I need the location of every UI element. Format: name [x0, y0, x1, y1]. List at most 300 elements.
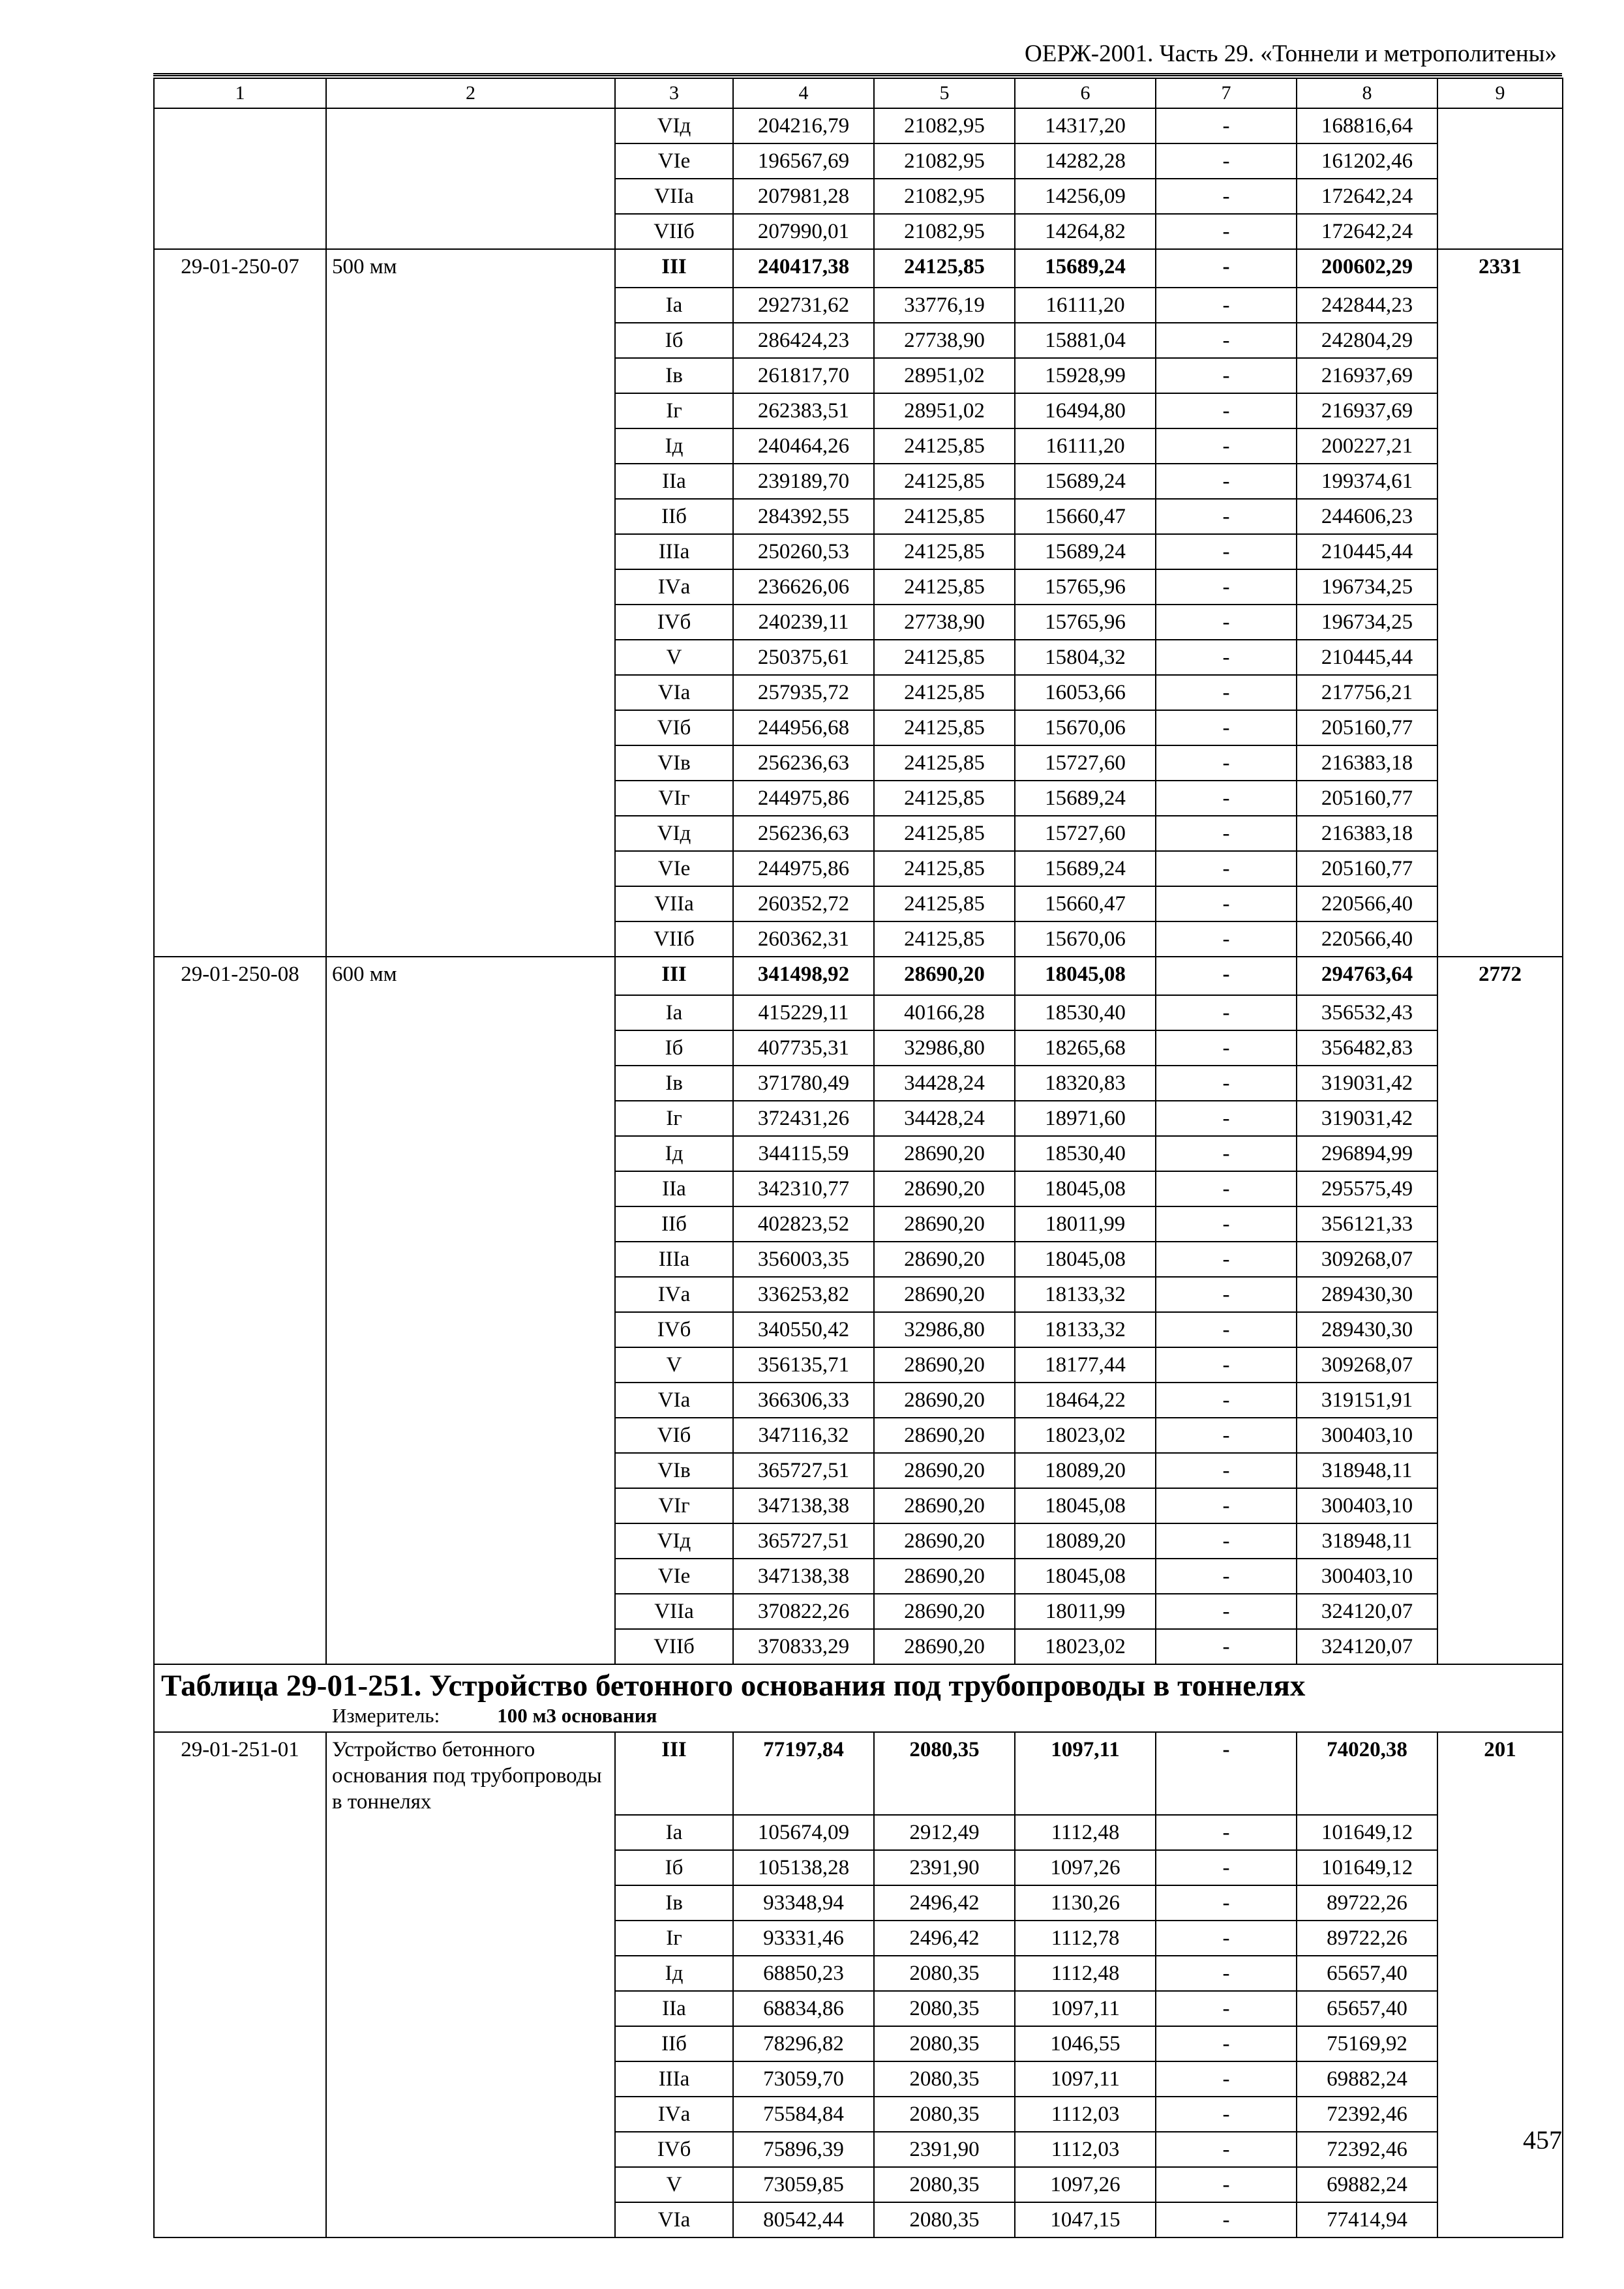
- col9-cell: [1437, 428, 1563, 464]
- table-row: [154, 1383, 1563, 1418]
- value-cell: 69882,24: [1297, 2167, 1437, 2202]
- value-cell: 32986,80: [874, 1030, 1015, 1066]
- value-cell: 14264,82: [1015, 214, 1156, 249]
- zone-cell: IIа: [615, 464, 733, 499]
- col9-cell: [1437, 1277, 1563, 1312]
- value-cell: 24125,85: [874, 816, 1015, 851]
- zone-cell: VIа: [615, 2202, 733, 2237]
- col9-cell: [1437, 781, 1563, 816]
- value-cell: 18177,44: [1015, 1347, 1156, 1383]
- value-cell: 300403,10: [1297, 1559, 1437, 1594]
- table-row: [154, 957, 1563, 995]
- col9-cell: [1437, 1991, 1563, 2026]
- column-number: 7: [1156, 78, 1297, 108]
- table-row: [154, 1594, 1563, 1629]
- value-cell: 2080,35: [874, 2097, 1015, 2132]
- value-cell: -: [1156, 1030, 1297, 1066]
- value-cell: 1112,03: [1015, 2132, 1156, 2167]
- zone-cell: VIв: [615, 745, 733, 781]
- code-cell: [154, 108, 326, 143]
- col9-cell: [1437, 1242, 1563, 1277]
- value-cell: -: [1156, 358, 1297, 393]
- value-cell: 261817,70: [733, 358, 874, 393]
- col9-cell: [1437, 1206, 1563, 1242]
- zone-cell: VIб: [615, 710, 733, 745]
- value-cell: 284392,55: [733, 499, 874, 534]
- table-row: [154, 534, 1563, 569]
- value-cell: -: [1156, 886, 1297, 921]
- col9-cell: [1437, 323, 1563, 358]
- col9-cell: [1437, 1885, 1563, 1921]
- table-row: [154, 2167, 1563, 2202]
- name-cell: [326, 1101, 615, 1136]
- value-cell: 296894,99: [1297, 1136, 1437, 1171]
- value-cell: 15670,06: [1015, 921, 1156, 957]
- name-cell: [326, 499, 615, 534]
- col9-cell: [1437, 1030, 1563, 1066]
- zone-cell: Iг: [615, 1101, 733, 1136]
- code-cell: [154, 1030, 326, 1066]
- value-cell: 77414,94: [1297, 2202, 1437, 2237]
- zone-cell: IIIа: [615, 1242, 733, 1277]
- value-cell: 220566,40: [1297, 886, 1437, 921]
- value-cell: -: [1156, 1101, 1297, 1136]
- zone-cell: Iд: [615, 428, 733, 464]
- value-cell: 74020,38: [1297, 1732, 1437, 1815]
- name-cell: [326, 2167, 615, 2202]
- value-cell: 2080,35: [874, 2061, 1015, 2097]
- value-cell: -: [1156, 605, 1297, 640]
- value-cell: 24125,85: [874, 569, 1015, 605]
- value-cell: 28690,20: [874, 1418, 1015, 1453]
- col9-cell: [1437, 1850, 1563, 1885]
- name-cell: [326, 393, 615, 428]
- table-row: [154, 1136, 1563, 1171]
- value-cell: -: [1156, 2132, 1297, 2167]
- value-cell: 28690,20: [874, 1242, 1015, 1277]
- table-title: Таблица 29-01-251. Устройство бетонного основания под трубопроводы в тоннелях: [161, 1669, 1306, 1703]
- table-row: [154, 745, 1563, 781]
- value-cell: 15689,24: [1015, 851, 1156, 886]
- value-cell: 204216,79: [733, 108, 874, 143]
- value-cell: 18089,20: [1015, 1453, 1156, 1488]
- col9-cell: [1437, 143, 1563, 179]
- zone-cell: V: [615, 1347, 733, 1383]
- value-cell: 1097,11: [1015, 1991, 1156, 2026]
- value-cell: -: [1156, 179, 1297, 214]
- code-cell: [154, 745, 326, 781]
- zone-cell: VIIа: [615, 179, 733, 214]
- value-cell: 1097,11: [1015, 1732, 1156, 1815]
- value-cell: -: [1156, 1418, 1297, 1453]
- value-cell: 14317,20: [1015, 108, 1156, 143]
- code-cell: [154, 710, 326, 745]
- value-cell: 292731,62: [733, 288, 874, 323]
- value-cell: 196734,25: [1297, 569, 1437, 605]
- value-cell: 28690,20: [874, 1453, 1015, 1488]
- measure-line: [332, 1703, 657, 1729]
- col9-cell: [1437, 1523, 1563, 1559]
- value-cell: 28690,20: [874, 1277, 1015, 1312]
- value-cell: 24125,85: [874, 464, 1015, 499]
- value-cell: 407735,31: [733, 1030, 874, 1066]
- zone-cell: V: [615, 640, 733, 675]
- value-cell: 18045,08: [1015, 1488, 1156, 1523]
- value-cell: 242804,29: [1297, 323, 1437, 358]
- value-cell: 93348,94: [733, 1885, 874, 1921]
- value-cell: 240464,26: [733, 428, 874, 464]
- value-cell: -: [1156, 1732, 1297, 1815]
- zone-cell: Iв: [615, 1066, 733, 1101]
- table-row: [154, 816, 1563, 851]
- code-cell: [154, 995, 326, 1030]
- value-cell: -: [1156, 921, 1297, 957]
- table-row: [154, 1732, 1563, 1815]
- value-cell: 286424,23: [733, 323, 874, 358]
- col9-cell: [1437, 2061, 1563, 2097]
- value-cell: 336253,82: [733, 1277, 874, 1312]
- code-cell: [154, 1488, 326, 1523]
- value-cell: 15670,06: [1015, 710, 1156, 745]
- value-cell: 207981,28: [733, 179, 874, 214]
- value-cell: 40166,28: [874, 995, 1015, 1030]
- code-cell: [154, 1347, 326, 1383]
- value-cell: 2080,35: [874, 1991, 1015, 2026]
- name-cell: [326, 1418, 615, 1453]
- col9-cell: [1437, 1559, 1563, 1594]
- value-cell: 18045,08: [1015, 957, 1156, 995]
- col9-cell: [1437, 1488, 1563, 1523]
- value-cell: 260362,31: [733, 921, 874, 957]
- value-cell: -: [1156, 781, 1297, 816]
- value-cell: -: [1156, 393, 1297, 428]
- value-cell: 210445,44: [1297, 534, 1437, 569]
- zone-cell: VIд: [615, 816, 733, 851]
- col9-cell: [1437, 921, 1563, 957]
- code-cell: [154, 605, 326, 640]
- col9-cell: [1437, 1136, 1563, 1171]
- name-cell: [326, 816, 615, 851]
- value-cell: -: [1156, 851, 1297, 886]
- name-cell: [326, 2132, 615, 2167]
- code-cell: [154, 886, 326, 921]
- column-number: 8: [1297, 78, 1437, 108]
- name-cell: [326, 1594, 615, 1629]
- table-row: [154, 675, 1563, 710]
- code-cell: [154, 1383, 326, 1418]
- table-row: [154, 1206, 1563, 1242]
- value-cell: 68834,86: [733, 1991, 874, 2026]
- value-cell: 24125,85: [874, 781, 1015, 816]
- value-cell: 16053,66: [1015, 675, 1156, 710]
- column-number: 2: [326, 78, 615, 108]
- value-cell: 15689,24: [1015, 464, 1156, 499]
- code-cell: [154, 358, 326, 393]
- value-cell: 344115,59: [733, 1136, 874, 1171]
- value-cell: 15689,24: [1015, 534, 1156, 569]
- col9-cell: [1437, 710, 1563, 745]
- value-cell: 15928,99: [1015, 358, 1156, 393]
- table-row: [154, 1277, 1563, 1312]
- name-cell: [326, 605, 615, 640]
- value-cell: 65657,40: [1297, 1956, 1437, 1991]
- col9-cell: [1437, 995, 1563, 1030]
- zone-cell: IVа: [615, 1277, 733, 1312]
- col9-cell: [1437, 1171, 1563, 1206]
- table-row: [154, 108, 1563, 143]
- name-cell: [326, 851, 615, 886]
- col9-cell: [1437, 358, 1563, 393]
- value-cell: 28690,20: [874, 1594, 1015, 1629]
- table-row: [154, 1815, 1563, 1850]
- column-number: 3: [615, 78, 733, 108]
- value-cell: 18011,99: [1015, 1206, 1156, 1242]
- zone-cell: VIг: [615, 1488, 733, 1523]
- table-row: [154, 288, 1563, 323]
- table-row: [154, 1418, 1563, 1453]
- table-row: [154, 640, 1563, 675]
- value-cell: -: [1156, 1629, 1297, 1664]
- value-cell: 2080,35: [874, 2167, 1015, 2202]
- value-cell: 370822,26: [733, 1594, 874, 1629]
- code-cell: 29-01-251-01: [154, 1732, 326, 1815]
- col9-cell: [1437, 1347, 1563, 1383]
- value-cell: 256236,63: [733, 816, 874, 851]
- value-cell: -: [1156, 428, 1297, 464]
- value-cell: 217756,21: [1297, 675, 1437, 710]
- name-cell: [326, 179, 615, 214]
- zone-cell: Iа: [615, 288, 733, 323]
- table-row: [154, 1453, 1563, 1488]
- value-cell: -: [1156, 1312, 1297, 1347]
- code-cell: [154, 323, 326, 358]
- name-cell: [326, 1559, 615, 1594]
- value-cell: -: [1156, 1453, 1297, 1488]
- col9-cell: [1437, 464, 1563, 499]
- value-cell: 18045,08: [1015, 1242, 1156, 1277]
- value-cell: 15660,47: [1015, 499, 1156, 534]
- col9-cell: [1437, 2167, 1563, 2202]
- table-row: [154, 1921, 1563, 1956]
- value-cell: 34428,24: [874, 1066, 1015, 1101]
- table-body: [154, 78, 1563, 2237]
- name-cell: [326, 428, 615, 464]
- value-cell: 68850,23: [733, 1956, 874, 1991]
- name-cell: 600 мм: [326, 957, 615, 995]
- value-cell: -: [1156, 745, 1297, 781]
- value-cell: 347138,38: [733, 1488, 874, 1523]
- col9-cell: [1437, 179, 1563, 214]
- value-cell: 324120,07: [1297, 1629, 1437, 1664]
- table-row: [154, 393, 1563, 428]
- value-cell: 27738,90: [874, 605, 1015, 640]
- value-cell: 205160,77: [1297, 710, 1437, 745]
- value-cell: -: [1156, 2026, 1297, 2061]
- value-cell: 318948,11: [1297, 1523, 1437, 1559]
- value-cell: 69882,24: [1297, 2061, 1437, 2097]
- value-cell: 294763,64: [1297, 957, 1437, 995]
- col9-cell: 2331: [1437, 249, 1563, 288]
- col9-cell: [1437, 851, 1563, 886]
- name-cell: [326, 886, 615, 921]
- zone-cell: IVа: [615, 2097, 733, 2132]
- code-cell: [154, 1523, 326, 1559]
- value-cell: 324120,07: [1297, 1594, 1437, 1629]
- value-cell: 15727,60: [1015, 745, 1156, 781]
- code-cell: [154, 2167, 326, 2202]
- value-cell: 18023,02: [1015, 1418, 1156, 1453]
- name-cell: [326, 1136, 615, 1171]
- value-cell: 1112,78: [1015, 1921, 1156, 1956]
- code-cell: [154, 179, 326, 214]
- value-cell: 244956,68: [733, 710, 874, 745]
- name-cell: [326, 1488, 615, 1523]
- value-cell: 2496,42: [874, 1921, 1015, 1956]
- table-row: [154, 1850, 1563, 1885]
- zone-cell: Iа: [615, 1815, 733, 1850]
- value-cell: 239189,70: [733, 464, 874, 499]
- value-cell: 105138,28: [733, 1850, 874, 1885]
- value-cell: 244975,86: [733, 851, 874, 886]
- value-cell: 199374,61: [1297, 464, 1437, 499]
- value-cell: -: [1156, 995, 1297, 1030]
- name-cell: [326, 1242, 615, 1277]
- value-cell: 2391,90: [874, 2132, 1015, 2167]
- code-cell: [154, 1206, 326, 1242]
- code-cell: [154, 1991, 326, 2026]
- name-cell: [326, 1277, 615, 1312]
- value-cell: -: [1156, 957, 1297, 995]
- name-cell: [326, 1523, 615, 1559]
- col9-cell: [1437, 1383, 1563, 1418]
- zone-cell: Iв: [615, 1885, 733, 1921]
- value-cell: 347116,32: [733, 1418, 874, 1453]
- table-row: [154, 2132, 1563, 2167]
- value-cell: -: [1156, 288, 1297, 323]
- code-cell: [154, 2097, 326, 2132]
- name-cell: [326, 108, 615, 143]
- value-cell: 28690,20: [874, 1383, 1015, 1418]
- value-cell: 347138,38: [733, 1559, 874, 1594]
- zone-cell: VIIб: [615, 214, 733, 249]
- value-cell: 220566,40: [1297, 921, 1437, 957]
- value-cell: -: [1156, 108, 1297, 143]
- zone-cell: VIIб: [615, 921, 733, 957]
- value-cell: 356135,71: [733, 1347, 874, 1383]
- zone-cell: IVб: [615, 2132, 733, 2167]
- table-row: [154, 179, 1563, 214]
- zone-cell: VIа: [615, 1383, 733, 1418]
- value-cell: 242844,23: [1297, 288, 1437, 323]
- value-cell: -: [1156, 1523, 1297, 1559]
- code-cell: [154, 428, 326, 464]
- value-cell: 16111,20: [1015, 428, 1156, 464]
- value-cell: 77197,84: [733, 1732, 874, 1815]
- value-cell: 356121,33: [1297, 1206, 1437, 1242]
- value-cell: 24125,85: [874, 886, 1015, 921]
- col9-cell: [1437, 1453, 1563, 1488]
- value-cell: 72392,46: [1297, 2132, 1437, 2167]
- value-cell: 240239,11: [733, 605, 874, 640]
- code-cell: [154, 499, 326, 534]
- code-cell: [154, 464, 326, 499]
- value-cell: 260352,72: [733, 886, 874, 921]
- value-cell: 2080,35: [874, 1956, 1015, 1991]
- col9-cell: [1437, 745, 1563, 781]
- table-row: [154, 2026, 1563, 2061]
- col9-cell: [1437, 108, 1563, 143]
- value-cell: 366306,33: [733, 1383, 874, 1418]
- column-number: 5: [874, 78, 1015, 108]
- value-cell: 15765,96: [1015, 569, 1156, 605]
- value-cell: 15765,96: [1015, 605, 1156, 640]
- value-cell: 342310,77: [733, 1171, 874, 1206]
- rates-table: [153, 78, 1563, 2238]
- zone-cell: IIIа: [615, 2061, 733, 2097]
- value-cell: 200227,21: [1297, 428, 1437, 464]
- value-cell: 205160,77: [1297, 851, 1437, 886]
- table-row: [154, 1242, 1563, 1277]
- name-cell: [326, 675, 615, 710]
- value-cell: -: [1156, 1594, 1297, 1629]
- code-cell: [154, 1594, 326, 1629]
- name-cell: [326, 2061, 615, 2097]
- zone-cell: Iб: [615, 323, 733, 358]
- code-cell: [154, 569, 326, 605]
- value-cell: 172642,24: [1297, 214, 1437, 249]
- value-cell: 24125,85: [874, 745, 1015, 781]
- name-cell: [326, 143, 615, 179]
- name-cell: [326, 1921, 615, 1956]
- zone-cell: VIIа: [615, 1594, 733, 1629]
- col9-cell: [1437, 816, 1563, 851]
- col9-cell: [1437, 1594, 1563, 1629]
- page-number: 457: [1523, 2125, 1562, 2155]
- value-cell: 14256,09: [1015, 179, 1156, 214]
- col9-cell: [1437, 675, 1563, 710]
- table-row: [154, 1101, 1563, 1136]
- name-cell: [326, 2097, 615, 2132]
- value-cell: 15804,32: [1015, 640, 1156, 675]
- zone-cell: Iг: [615, 393, 733, 428]
- value-cell: 18045,08: [1015, 1559, 1156, 1594]
- value-cell: 78296,82: [733, 2026, 874, 2061]
- code-cell: [154, 640, 326, 675]
- value-cell: 1097,26: [1015, 1850, 1156, 1885]
- value-cell: 18023,02: [1015, 1629, 1156, 1664]
- name-cell: [326, 1991, 615, 2026]
- zone-cell: Iд: [615, 1956, 733, 1991]
- name-cell: [326, 1066, 615, 1101]
- zone-cell: VIб: [615, 1418, 733, 1453]
- name-cell: [326, 1030, 615, 1066]
- name-cell: [326, 1956, 615, 1991]
- code-cell: [154, 675, 326, 710]
- table-row: [154, 1991, 1563, 2026]
- value-cell: 207990,01: [733, 214, 874, 249]
- value-cell: 2080,35: [874, 2202, 1015, 2237]
- value-cell: 262383,51: [733, 393, 874, 428]
- value-cell: 256236,63: [733, 745, 874, 781]
- measure-label: Измеритель:: [332, 1704, 440, 1727]
- value-cell: 371780,49: [733, 1066, 874, 1101]
- name-cell: [326, 1347, 615, 1383]
- zone-cell: VIIа: [615, 886, 733, 921]
- value-cell: 16494,80: [1015, 393, 1156, 428]
- table-row: [154, 249, 1563, 288]
- name-cell: [326, 1815, 615, 1850]
- zone-cell: IVа: [615, 569, 733, 605]
